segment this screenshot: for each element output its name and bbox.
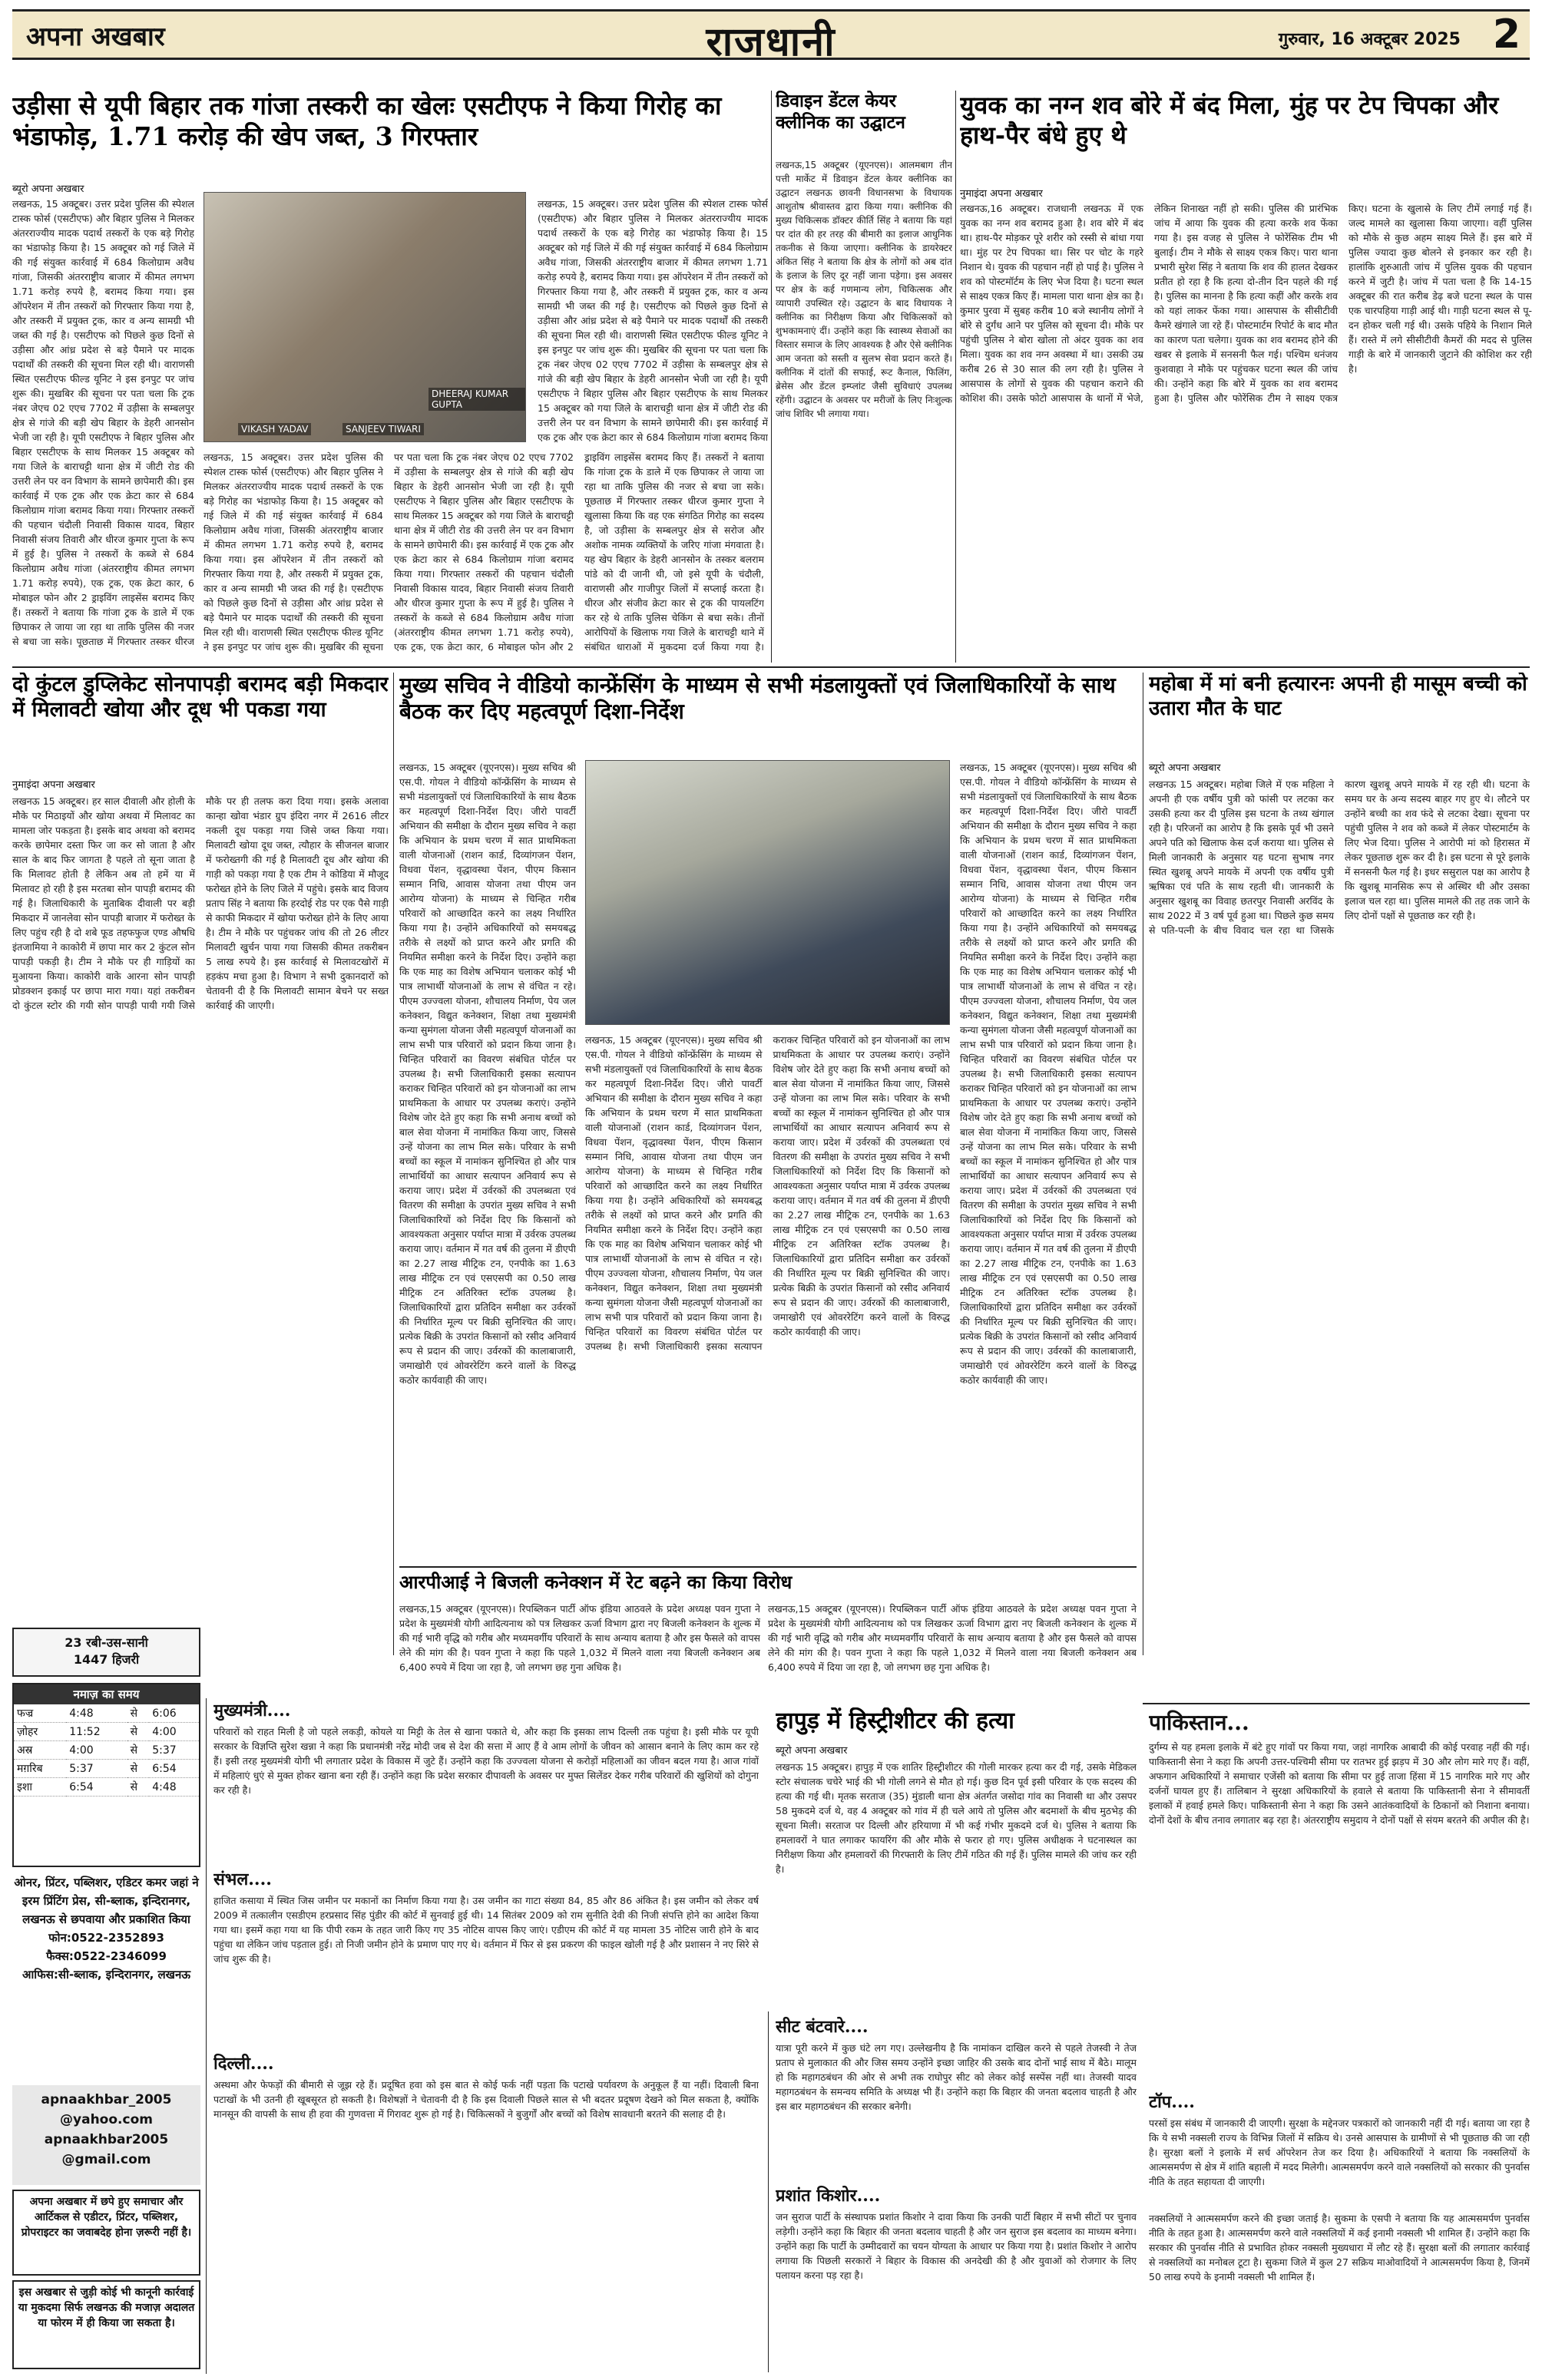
byline: नुमाइंदा अपना अखबार [960,188,1043,200]
masthead-brand: अपना अखबार [26,21,165,52]
hijri-date-box [12,1628,200,1677]
article-body: लखनऊ,15 अक्टूबर (यूएनएस)। रिपब्लिकन पार्टी ऑफ इंडिया आठवले के प्रदेश अध्यक्ष पवन गुप्ता ने प्रदेश के मुख्यमंत्री योगी आदित्यनाथ को पत्र लिखकर ऊर्जा विभाग द्वारा नए बिजली कनेक्शन के शुल्क में की गई भारी वृद्धि को गरीब और मध्यमवर्गीय परिवारों के साथ अन्याय बताया है और इस फैसले को वापस लेने की मांग की है। पवन गुप्ता ने कहा कि पहले 1,032 में मिलने वाला नया बिजली कनेक्शन अब 6,400 रुपये में दिया जा रहा है, जो लगभग छह गुना अधिक है। [768,1603,1137,1673]
article-body: नक्सलियों ने आत्मसमर्पण करने की इच्छा जताई है। सुकमा के एसपी ने बताया कि यह आत्मसमर्पण पुनर्वास नीति के तहत हुआ है। आत्मसमर्पण करने वाले नक्सलियों में कई इनामी नक्सली भी शामिल हैं। उन्होंने कहा कि सरकार की पुनर्वास नीति से प्रभावित होकर नक्सली मुख्यधारा में लौट रहे हैं। सुरक्षा बलों की लगातार कार्रवाई से नक्सलियों का मनोबल टूटा है। सुकमा जिले में कुल 27 सक्रिय माओवादियों ने आत्मसमर्पण किया है, जिनमें 50 लाख रुपये के इनामी नक्सली भी शामिल हैं। [1149,2213,1530,2282]
namaz-row: फज्र 4:48 से 6:06 [14,1704,199,1723]
namaz-row: मग़रिब 5:37 से 6:54 [14,1760,199,1778]
headline-body-found-in-sack: युवक का नग्न शव बोरे में बंद मिला, मुंह पर टेप चिपका और हाथ-पैर बंधे हुए थे [960,91,1499,150]
headline-delhi: दिल्ली.... [213,2054,274,2074]
article-body: अस्थमा और फेफड़ों की बीमारी से जूझ रहे हैं। प्रदूषित हवा को इस बात से कोई फर्क नहीं पड़ता कि पटाखे पर्यावरण के अनुकूल हैं या नहीं। दिवाली बिना पटाखों के भी उतनी ही खूबसूरत हो सकती है। विशेषज्ञों ने चेतावनी दी है कि इस दिवाली पिछले साल से भी बदतर प्रदूषण देखने को मिल सकता है, क्योंकि मानसून की वापसी के साथ ही हवा की गुणवत्ता में गिरावट शुरू हो गई है। चिकित्सकों ने बुजुर्गों और बच्चों को विशेष सावधानी बरतने की सलाह दी है। [213,2079,759,2120]
headline-rpi-protest: आरपीआई ने बिजली कनेक्शन में रेट बढ़ने का किया विरोध [399,1571,793,1593]
namaz-row: ज़ोहर 11:52 से 4:00 [14,1723,199,1741]
column-divider [206,1698,207,2374]
hijri-year: 1447 हिजरी [73,1652,140,1667]
article-body: लखनऊ, 15 अक्टूबर (यूएनएस)। मुख्य सचिव श्री एस.पी. गोयल ने वीडियो कॉन्फ्रेंसिंग के माध्यम से सभी मंडलायुक्तों एवं जिलाधिकारियों के साथ बैठक कर महत्वपूर्ण दिशा-निर्देश दिए। जीरो पावर्टी अभियान की समीक्षा के दौरान मुख्य सचिव ने कहा कि अभियान के प्रथम चरण में सात प्राथमिकता वाली योजनाओं (राशन कार्ड, दिव्यांगजन पेंशन, विधवा पेंशन, वृद्धावस्था पेंशन, पीएम किसान सम्मान निधि, आवास योजना तथा पीएम जन आरोग्य योजना) के माध्यम से चिन्हित गरीब परिवारों को आच्छादित करने का लक्ष्य निर्धारित किया गया है। उन्होंने अधिकारियों को समयबद्ध तरीके से लक्ष्यों को प्राप्त करने और प्रगति की नियमित समीक्षा करने के निर्देश दिए। उन्होंने कहा कि एक माह का विशेष अभियान चलाकर कोई भी पात्र लाभार्थी योजनाओं के लाभ से वंचित न रहे। पीएम उज्ज्वला योजना, शौचालय निर्माण, पेय जल कनेक्शन, विद्युत कनेक्शन, शिक्षा तथा मुख्यमंत्री कन्या सुमंगला योजना जैसी महत्वपूर्ण योजनाओं का लाभ सभी पात्र परिवारों को प्रदान किया जाना है। चिन्हित परिवारों का विवरण संबंधित पोर्टल पर उपलब्ध है। सभी जिलाधिकारी इसका सत्यापन कराकर चिन्हित परिवारों को इन योजनाओं का लाभ प्राथमिकता के आधार पर उपलब्ध कराएं। उन्होंने विशेष जोर देते हुए कहा कि सभी अनाथ बच्चों को बाल सेवा योजना में नामांकित किया जाए, जिससे उन्हें योजना का लाभ मिल सके। परिवार के सभी बच्चों का स्कूल में नामांकन सुनिश्चित हो और पात्र लाभार्थियों का आधार सत्यापन अनिवार्य रूप से कराया जाए। प्रदेश में उर्वरकों की उपलब्धता एवं वितरण की समीक्षा के उपरांत मुख्य सचिव ने सभी जिलाधिकारियों को निर्देश दिए कि किसानों को आवश्यकता अनुसार पर्याप्त मात्रा में उर्वरक उपलब्ध कराया जाए। वर्तमान में गत वर्ष की तुलना में डीएपी का 2.27 लाख मीट्रिक टन, एनपीके का 1.63 लाख मीट्रिक टन एवं एसएसपी का 0.50 लाख मीट्रिक टन अतिरिक्त स्टॉक उपलब्ध है। जिलाधिकारियों द्वारा प्रतिदिन समीक्षा कर उर्वरकों की निर्धारित मूल्य पर बिक्री सुनिश्चित की जाए। प्रत्येक बिक्री के उपरांत किसानों को रसीद अनिवार्य रूप से प्रदान की जाए। उर्वरकों की कालाबाजारी, जमाखोरी एवं ओवररेटिंग करने वालों के विरुद्ध कठोर कार्यवाही की जाए। [399,762,576,1386]
byline: ब्यूरो अपना अखबार [776,1745,848,1757]
headline-dental-clinic: डिवाइन डेंटल केयर क्लीनिक का उद्घाटन [776,91,905,134]
headline-ganja-smuggling: उड़ीसा से यूपी बिहार तक गांजा तस्करी का खेलः एसटीएफ ने किया गिरोह का भंडाफोड़, 1.71 करोड़ की खेप जब्त, 3 गिरफ्तार [12,91,722,152]
headline-pakistan: पाकिस्तान... [1149,1710,1249,1735]
article-body: लखनऊ, 15 अक्टूबर। उत्तर प्रदेश पुलिस की स्पेशल टास्क फोर्स (एसटीएफ) और बिहार पुलिस ने मिलकर अंतरराज्यीय मादक पदार्थ तस्करों के एक बड़े गिरोह का भंडाफोड़ किया है। 15 अक्टूबर को गई जिले में की गई संयुक्त कार्रवाई में 684 किलोग्राम अवैध गांजा, जिसकी अंतरराष्ट्रीय बाजार में कीमत लगभग 1.71 करोड़ रुपये है, बरामद किया गया। इस ऑपरेशन में तीन तस्करों को गिरफ्तार किया गया है, और तस्करी में प्रयुक्त ट्रक, कार व अन्य सामग्री भी जब्त की गई है। एसटीएफ को पिछले कुछ दिनों से उड़ीसा और आंध्र प्रदेश से बड़े पैमाने पर मादक पदार्थों की तस्करी की सूचना मिल रही थी। वाराणसी स्थित एसटीएफ फील्ड यूनिट ने इस इनपुट पर जांच शुरू की। मुखबिर की सूचना पर पता चला कि ट्रक नंबर जेएच 02 एएच 7702 में उड़ीसा के सम्बलपुर क्षेत्र से गांजे की बड़ी खेप बिहार के डेहरी आनसोन भेजी जा रही है। यूपी एसटीएफ ने बिहार पुलिस और बिहार एसटीएफ के साथ मिलकर 15 अक्टूबर को गया जिले के बाराचट्टी थाना क्षेत्र में जीटी रोड की उत्तरी लेन पर वन विभाग के सामने छापेमारी की। इस कार्रवाई में एक ट्रक और एक क्रेटा कार से 684 किलोग्राम गांजा बरामद किया [538,198,768,442]
hijri-date: 23 रबी-उस-सानी [65,1635,148,1650]
article-body: लखनऊ 15 अक्टूबर। महोबा जिले में एक महिला ने अपनी ही एक वर्षीय पुत्री को फांसी पर लटका कर उसकी हत्या कर दी पुलिस इस घटना के तथ्य खंगाल रही है। परिजनों का आरोप है कि इसके पूर्व भी उसने अपने पति को खिलाफ केस दर्ज कराया था। पुलिस से मिली जानकारी के अनुसार यह घटना सुभाष नगर स्थित खुशबू अपने मायके में अपनी एक वर्षीय पुत्री ऋषिका एवं पति के साथ रहती थी। जानकारी के अनुसार खुशबू का विवाह छतरपुर निवासी अरविंद के साथ 2022 में 3 वर्ष पूर्व हुआ था। पिछले कुछ समय से पति-पत्नी के बीच विवाद चल रहा था जिसके कारण खुशबू अपने मायके में रह रही थी। घटना के समय घर के अन्य सदस्य बाहर गए हुए थे। लौटने पर उन्होंने बच्ची का शव फंदे से लटका देखा। सूचना पर पहुंची पुलिस ने शव को कब्जे में लेकर पोस्टमार्टम के लिए भेज दिया। पुलिस ने आरोपी मां को हिरासत में लेकर पूछताछ शुरू कर दी है। इस घटना से पूरे इलाके में सनसनी फैल गई है। इधर ससुराल पक्ष का आरोप है कि खुशबू मानसिक रूप से अस्थिर थी और उसका इलाज चल रहा था। पुलिस मामले की तह तक जाने के लिए दोनों पक्षों से पूछताछ कर रही है। [1149,778,1530,936]
article-body: परसों इस संबंध में जानकारी दी जाएगी। सुरक्षा के मद्देनजर पत्रकारों को जानकारी नहीं दी गई। बताया जा रहा है कि ये सभी नक्सली राज्य के विभिन्न जिलों में सक्रिय थे। उनसे आसपास के ग्रामीणों से भी पूछताछ की जा रही है। सुरक्षा बलों ने इलाके में सर्च ऑपरेशन तेज कर दिया है। अधिकारियों ने बताया कि नक्सलियों के आत्मसमर्पण से क्षेत्र में शांति बहाली में मदद मिलेगी। आत्मसमर्पण करने वाले नक्सलियों को सरकार की पुनर्वास नीति के तहत सहायता दी जाएगी। [1149,2117,1530,2187]
photo-video-conference [585,760,950,1025]
section-divider [399,1566,1137,1568]
article-body: लखनऊ, 15 अक्टूबर (यूएनएस)। मुख्य सचिव श्री एस.पी. गोयल ने वीडियो कॉन्फ्रेंसिंग के माध्यम से सभी मंडलायुक्तों एवं जिलाधिकारियों के साथ बैठक कर महत्वपूर्ण दिशा-निर्देश दिए। जीरो पावर्टी अभियान की समीक्षा के दौरान मुख्य सचिव ने कहा कि अभियान के प्रथम चरण में सात प्राथमिकता वाली योजनाओं (राशन कार्ड, दिव्यांगजन पेंशन, विधवा पेंशन, वृद्धावस्था पेंशन, पीएम किसान सम्मान निधि, आवास योजना तथा पीएम जन आरोग्य योजना) के माध्यम से चिन्हित गरीब परिवारों को आच्छादित करने का लक्ष्य निर्धारित किया गया है। उन्होंने अधिकारियों को समयबद्ध तरीके से लक्ष्यों को प्राप्त करने और प्रगति की नियमित समीक्षा करने के निर्देश दिए। उन्होंने कहा कि एक माह का विशेष अभियान चलाकर कोई भी पात्र लाभार्थी योजनाओं के लाभ से वंचित न रहे। पीएम उज्ज्वला योजना, शौचालय निर्माण, पेय जल कनेक्शन, विद्युत कनेक्शन, शिक्षा तथा मुख्यमंत्री कन्या सुमंगला योजना जैसी महत्वपूर्ण योजनाओं का लाभ सभी पात्र परिवारों को प्रदान किया जाना है। चिन्हित परिवारों का विवरण संबंधित पोर्टल पर उपलब्ध है। सभी जिलाधिकारी इसका सत्यापन कराकर चिन्हित परिवारों को इन योजनाओं का लाभ प्राथमिकता के आधार पर उपलब्ध कराएं। उन्होंने विशेष जोर देते हुए कहा कि सभी अनाथ बच्चों को बाल सेवा योजना में नामांकित किया जाए, जिससे उन्हें योजना का लाभ मिल सके। परिवार के सभी बच्चों का स्कूल में नामांकन सुनिश्चित हो और पात्र लाभार्थियों का आधार सत्यापन अनिवार्य रूप से कराया जाए। प्रदेश में उर्वरकों की उपलब्धता एवं वितरण की समीक्षा के उपरांत मुख्य सचिव ने सभी जिलाधिकारियों को निर्देश दिए कि किसानों को आवश्यकता अनुसार पर्याप्त मात्रा में उर्वरक उपलब्ध कराया जाए। वर्तमान में गत वर्ष की तुलना में डीएपी का 2.27 लाख मीट्रिक टन, एनपीके का 1.63 लाख मीट्रिक टन एवं एसएसपी का 0.50 लाख मीट्रिक टन अतिरिक्त स्टॉक उपलब्ध है। जिलाधिकारियों द्वारा प्रतिदिन समीक्षा कर उर्वरकों की निर्धारित मूल्य पर बिक्री सुनिश्चित की जाए। प्रत्येक बिक्री के उपरांत किसानों को रसीद अनिवार्य रूप से प्रदान की जाए। उर्वरकों की कालाबाजारी, जमाखोरी एवं ओवररेटिंग करने वालों के विरुद्ध कठोर कार्यवाही की जाए। [960,762,1137,1386]
imprint-phone: फोन:0522-2352893 [48,1931,164,1945]
article-body: लखनऊ, 15 अक्टूबर। उत्तर प्रदेश पुलिस की स्पेशल टास्क फोर्स (एसटीएफ) और बिहार पुलिस ने मिलकर अंतरराज्यीय मादक पदार्थ तस्करों के एक बड़े गिरोह का भंडाफोड़ किया है। 15 अक्टूबर को गई जिले में की गई संयुक्त कार्रवाई में 684 किलोग्राम अवैध गांजा, जिसकी अंतरराष्ट्रीय बाजार में कीमत लगभग 1.71 करोड़ रुपये है, बरामद किया गया। इस ऑपरेशन में तीन तस्करों को गिरफ्तार किया गया है, और तस्करी में प्रयुक्त ट्रक, कार व अन्य सामग्री भी जब्त की गई है। एसटीएफ को पिछले कुछ दिनों से उड़ीसा और आंध्र प्रदेश से बड़े पैमाने पर मादक पदार्थों की तस्करी की सूचना मिल रही थी। वाराणसी स्थित एसटीएफ फील्ड यूनिट ने इस इनपुट पर जांच शुरू की। मुखबिर की सूचना पर पता चला कि ट्रक नंबर जेएच 02 एएच 7702 में उड़ीसा के सम्बलपुर क्षेत्र से गांजे की बड़ी खेप बिहार के डेहरी आनसोन भेजी जा रही है। यूपी एसटीएफ ने बिहार पुलिस और बिहार एसटीएफ के साथ मिलकर 15 अक्टूबर को गया जिले के बाराचट्टी थाना क्षेत्र में जीटी रोड की उत्तरी लेन पर वन विभाग के सामने छापेमारी की। इस कार्रवाई में एक ट्रक और एक क्रेटा कार से 684 किलोग्राम गांजा बरामद किया गया। गिरफ्तार तस्करों की पहचान चंदौली निवासी विकास यादव, बिहार निवासी संजय तिवारी और धीरज कुमार गुप्ता के रूप में हुई है। पुलिस ने तस्करों के कब्जे से 684 किलोग्राम अवैध गांजा (अंतरराष्ट्रीय कीमत लगभग 1.71 करोड़ रुपये), एक ट्रक, एक क्रेटा कार, 6 मोबाइल फोन और 2 ड्राइविंग लाइसेंस बरामद किए हैं। तस्करों ने बताया कि गांजा ट्रक के डाले में एक छिपाकर ले जाया जा रहा था ताकि पुलिस की नजर से बचा जा सके। पूछताछ में गिरफ्तार तस्कर धीरज कुमार गुप्ता ने खुलासा किया कि वह एक संगठित गिरोह का सदस्य है, जो उड़ीसा के सम्बलपुर क्षेत्र से सरोज और अशोक नामक व्यक्तियों के जरिए गांजा मंगवाता है। यह खेप बिहार के डेहरी आनसोन के तस्कर बलराम पांडे को दी जानी थी, जो इसे यूपी के चंदौली, वाराणसी और गाजीपुर जिलों में सप्लाई करता है। धीरज और संजीव क्रेटा कार से ट्रक की पायलटिंग कर रहे थे ताकि पुलिस चेकिंग से बचा सके। तीनों आरोपियों के खिलाफ गया जिले के बाराचट्टी थाने में संबंधित धाराओं में मुकदमा दर्ज किया गया है। [204,451,764,653]
article-body: लखनऊ, 15 अक्टूबर। उत्तर प्रदेश पुलिस की स्पेशल टास्क फोर्स (एसटीएफ) और बिहार पुलिस ने मिलकर अंतरराज्यीय मादक पदार्थ तस्करों के एक बड़े गिरोह का भंडाफोड़ किया है। 15 अक्टूबर को गई जिले में की गई संयुक्त कार्रवाई में 684 किलोग्राम अवैध गांजा, जिसकी अंतरराष्ट्रीय बाजार में कीमत लगभग 1.71 करोड़ रुपये है, बरामद किया गया। इस ऑपरेशन में तीन तस्करों को गिरफ्तार किया गया है, और तस्करी में प्रयुक्त ट्रक, कार व अन्य सामग्री भी जब्त की गई है। एसटीएफ को पिछले कुछ दिनों से उड़ीसा और आंध्र प्रदेश से बड़े पैमाने पर मादक पदार्थों की तस्करी की सूचना मिल रही थी। वाराणसी स्थित एसटीएफ फील्ड यूनिट ने इस इनपुट पर जांच शुरू की। मुखबिर की सूचना पर पता चला कि ट्रक नंबर जेएच 02 एएच 7702 में उड़ीसा के सम्बलपुर क्षेत्र से गांजे की बड़ी खेप बिहार के डेहरी आनसोन भेजी जा रही है। यूपी एसटीएफ ने बिहार पुलिस और बिहार एसटीएफ के साथ मिलकर 15 अक्टूबर को गया जिले के बाराचट्टी थाना क्षेत्र में जीटी रोड की उत्तरी लेन पर वन विभाग के सामने छापेमारी की। इस कार्रवाई में एक ट्रक और एक क्रेटा कार से 684 किलोग्राम गांजा बरामद किया गया। गिरफ्तार तस्करों की पहचान चंदौली निवासी विकास यादव, बिहार निवासी संजय तिवारी और धीरज कुमार गुप्ता के रूप में हुई है। पुलिस ने तस्करों के कब्जे से 684 किलोग्राम अवैध गांजा (अंतरराष्ट्रीय कीमत लगभग 1.71 करोड़ रुपये), एक ट्रक, एक क्रेटा कार, 6 मोबाइल फोन और 2 ड्राइविंग लाइसेंस बरामद किए हैं। तस्करों ने बताया कि गांजा ट्रक के डाले में एक छिपाकर ले जाया जा रहा था ताकि पुलिस की नजर से बचा जा सके। पूछताछ में गिरफ्तार तस्कर धीरज [12,198,194,647]
photo-arrested-smugglers [204,192,526,442]
email-box [12,2085,200,2185]
article-body: लखनऊ 15 अक्टूबर। हापुड़ में एक शातिर हिस्ट्रीशीटर की गोली मारकर हत्या कर दी गई, उसके मेडिकल स्टोर संचालक चचेरे भाई की भी गोली लगने से मौत हो गई। कुछ दिन पूर्व इसी परिवार के एक सदस्य की हत्या की गई थी। मृतक सरताज (35) मुंडाली थाना क्षेत्र अंतर्गत जसोदा गांव का निवासी था और उसपर 58 मुकदमे दर्ज थे, वह 4 अक्टूबर को गांव में ही चले आये तो पुलिस और बदमाशों के बीच मुठभेड़ की सूचना मिली। सरताज पर दिल्ली और हरियाणा में भी कई गंभीर मुकदमे दर्ज थे। पुलिस ने बताया कि हमलावरों ने घात लगाकर फायरिंग की और मौके से फरार हो गए। पुलिस अधीक्षक ने घटनास्थल का निरीक्षण किया और हमलावरों की गिरफ्तारी के लिए टीमें गठित की गई हैं। पुलिस मामले की जांच कर रही है। [776,1761,1137,1875]
disclaimer-notice: अपना अखबार में छपे हुए समाचार और आर्टिकल से एडीटर, प्रिंटर, पब्लिशर, प्रोपराइटर का जवाबदेह होना ज़रूरी नहीं है। [12,2190,200,2276]
namaz-row: इशा 6:54 से 4:48 [14,1778,199,1797]
article-body: लखनऊ, 15 अक्टूबर (यूएनएस)। मुख्य सचिव श्री एस.पी. गोयल ने वीडियो कॉन्फ्रेंसिंग के माध्यम से सभी मंडलायुक्तों एवं जिलाधिकारियों के साथ बैठक कर महत्वपूर्ण दिशा-निर्देश दिए। जीरो पावर्टी अभियान की समीक्षा के दौरान मुख्य सचिव ने कहा कि अभियान के प्रथम चरण में सात प्राथमिकता वाली योजनाओं (राशन कार्ड, दिव्यांगजन पेंशन, विधवा पेंशन, वृद्धावस्था पेंशन, पीएम किसान सम्मान निधि, आवास योजना तथा पीएम जन आरोग्य योजना) के माध्यम से चिन्हित गरीब परिवारों को आच्छादित करने का लक्ष्य निर्धारित किया गया है। उन्होंने अधिकारियों को समयबद्ध तरीके से लक्ष्यों को प्राप्त करने और प्रगति की नियमित समीक्षा करने के निर्देश दिए। उन्होंने कहा कि एक माह का विशेष अभियान चलाकर कोई भी पात्र लाभार्थी योजनाओं के लाभ से वंचित न रहे। पीएम उज्ज्वला योजना, शौचालय निर्माण, पेय जल कनेक्शन, विद्युत कनेक्शन, शिक्षा तथा मुख्यमंत्री कन्या सुमंगला योजना जैसी महत्वपूर्ण योजनाओं का लाभ सभी पात्र परिवारों को प्रदान किया जाना है। चिन्हित परिवारों का विवरण संबंधित पोर्टल पर उपलब्ध है। सभी जिलाधिकारी इसका सत्यापन कराकर चिन्हित परिवारों को इन योजनाओं का लाभ प्राथमिकता के आधार पर उपलब्ध कराएं। उन्होंने विशेष जोर देते हुए कहा कि सभी अनाथ बच्चों को बाल सेवा योजना में नामांकित किया जाए, जिससे उन्हें योजना का लाभ मिल सके। परिवार के सभी बच्चों का स्कूल में नामांकन सुनिश्चित हो और पात्र लाभार्थियों का आधार सत्यापन अनिवार्य रूप से कराया जाए। प्रदेश में उर्वरकों की उपलब्धता एवं वितरण की समीक्षा के उपरांत मुख्य सचिव ने सभी जिलाधिकारियों को निर्देश दिए कि किसानों को आवश्यकता अनुसार पर्याप्त मात्रा में उर्वरक उपलब्ध कराया जाए। वर्तमान में गत वर्ष की तुलना में डीएपी का 2.27 लाख मीट्रिक टन, एनपीके का 1.63 लाख मीट्रिक टन एवं एसएसपी का 0.50 लाख मीट्रिक टन अतिरिक्त स्टॉक उपलब्ध है। जिलाधिकारियों द्वारा प्रतिदिन समीक्षा कर उर्वरकों की निर्धारित मूल्य पर बिक्री सुनिश्चित की जाए। प्रत्येक बिक्री के उपरांत किसानों को रसीद अनिवार्य रूप से प्रदान की जाए। उर्वरकों की कालाबाजारी, जमाखोरी एवं ओवररेटिंग करने वालों के विरुद्ध कठोर कार्यवाही की जाए। [585,1034,950,1352]
email-text: @yahoo.com [60,2112,153,2127]
column-divider [771,91,772,663]
photo-caption: VIKASH YADAV [238,423,311,435]
imprint-address: आफिस:सी-ब्लाक, इन्दिरानगर, लखनऊ [22,1968,191,1982]
article-body: दुर्गम्य से यह हमला इलाके में बंटे हुए गांवों पर किया गया, जहां नागरिक आबादी की कोई परवाह नहीं की गई। पाकिस्तानी सेना ने कहा कि अपनी उत्तर-पश्चिमी सीमा पर रातभर हुई झड़प में 30 और लोग मारे गए हैं। वहीं, अफगान अधिकारियों ने समाचार एजेंसी को बताया कि सीमा पर हुई ताजा हिंसा में 15 नागरिक मारे गए और दर्जनों घायल हुए हैं। तालिबान ने सुरक्षा अधिकारियों के हवाले से बताया कि पाकिस्तानी सेना ने सीमावर्ती इलाकों में हवाई हमले किए। पाकिस्तानी सेना ने कहा कि उसने आतंकवादियों के ठिकानों को निशाना बनाया। दोनों देशों के बीच तनाव लगातार बढ़ रहा है। अंतरराष्ट्रीय समुदाय ने दोनों पक्षों से संयम बरतने की अपील की है। [1149,1741,1530,1826]
article-body: जन सुराज पार्टी के संस्थापक प्रशांत किशोर ने दावा किया कि उनकी पार्टी बिहार में सभी सीटों पर चुनाव लड़ेगी। उन्होंने कहा कि बिहार की जनता बदलाव चाहती है और जन सुराज इस बदलाव का माध्यम बनेगा। उन्होंने कहा कि पार्टी के उम्मीदवारों का चयन योग्यता के आधार पर किया गया है। प्रशांत किशोर ने आरोप लगाया कि पिछली सरकारों ने बिहार के विकास की अनदेखी की है और युवाओं को रोजगार के लिए पलायन करना पड़ रहा है। [776,2211,1137,2281]
jurisdiction-notice: इस अखबार से जुड़ी कोई भी कानूनी कार्रवाई या मुकदमा सिर्फ लखनऊ की मजाज़ अदालत या फोरम में ही किया जा सकता है। [12,2280,200,2369]
column-divider [393,673,394,1655]
article-body: लखनऊ,15 अक्टूबर (यूएनएस)। रिपब्लिकन पार्टी ऑफ इंडिया आठवले के प्रदेश अध्यक्ष पवन गुप्ता ने प्रदेश के मुख्यमंत्री योगी आदित्यनाथ को पत्र लिखकर ऊर्जा विभाग द्वारा नए बिजली कनेक्शन के शुल्क में की गई भारी वृद्धि को गरीब और मध्यमवर्गीय परिवारों के साथ अन्याय बताया है और इस फैसले को वापस लेने की मांग की है। पवन गुप्ता ने कहा कि पहले 1,032 में मिलने वाला नया बिजली कनेक्शन अब 6,400 रुपये में दिया जा रहा है, जो लगभग छह गुना अधिक है। [399,1603,760,1673]
headline-chief-secretary-meeting: मुख्य सचिव ने वीडियो कान्फ्रेंसिंग के माध्यम से सभी मंडलायुक्तों एवं जिलाधिकारियों के साथ बैठक कर दिए महत्वपूर्ण दिशा-निर्देश [399,673,1116,725]
namaz-title: नमाज़ का समय [14,1684,199,1704]
page-number: 2 [1492,12,1520,58]
headline-seat-sharing: सीट बंटवारे.... [776,2017,869,2037]
byline: ब्यूरो अपना अखबार [12,183,84,195]
email-text: apnaakhbar2005 [44,2132,169,2147]
headline-mahoba-mother: महोबा में मां बनी हत्यारनः अपनी ही मासूम बच्ची को उतारा मौत के घाट [1149,673,1527,720]
column-divider [955,91,956,663]
headline-fake-soan-papdi: दो कुंटल डुप्लिकेट सोनपापड़ी बरामद बड़ी मिकदार में मिलावटी खोया और दूध भी पकडा गया [12,673,389,722]
article-body: हाजित कसाया में स्थित जिस जमीन पर मकानों का निर्माण किया गया है। उस जमीन का गाटा संख्या 84, 85 और 86 अंकित है। इस जमीन को लेकर वर्ष 2009 में तत्कालीन एसडीएम हरप्रसाद सिंह पुंडीर की कोर्ट में सुनवाई हुई थी। 14 सितंबर 2009 को राम सुनीति देवी की निजी संपत्ति होने का आदेश किया गया था। इसमें कहा गया था कि पीपी रकम के तहत जारी किए गए 35 नोटिस वापस किए जाएं। एडीएम की कोर्ट में यह मामला 35 नोटिस जारी होने के बाद पहुंचा था लेकिन जांच पड़ताल हुई। तो निजी जमीन होने के प्रमाण पाए गए थे। वर्तमान में फिर से इस प्रकरण की फाइल खोली गई है और प्रशासन ने नए सिरे से जांच शुरू की है। [213,1895,759,1965]
imprint-fax: फैक्स:0522-2346099 [46,1949,167,1963]
headline-prashant-kishor: प्रशांत किशोर.... [776,2186,881,2206]
masthead-date: गुरुवार, 16 अक्टूबर 2025 [1278,30,1461,49]
namaz-timings [12,1683,200,1867]
column-divider [768,2011,769,2372]
imprint-text: ओनर, प्रिंटर, पब्लिशर, एडिटर कमर जहां ने इरम प्रिंटिंग प्रेस, सी-ब्लाक, इन्दिरानगर, लखनऊ से छपवाया और प्रकाशित किया [14,1876,199,1926]
photo-caption: SANJEEV TIWARI [342,423,424,435]
masthead-section-title: राजधानी [706,18,836,60]
article-body: लखनऊ,16 अक्टूबर। राजधानी लखनऊ में एक युवक का नग्न शव बरामद हुआ है। शव बोरे में बंद था। हाथ-पैर मोड़कर पूरे शरीर को रस्सी से बांधा गया था। मुंह पर टेप चिपका था। सिर पर चोट के गहरे निशान थे। युवक की पहचान नहीं हो पाई है। पुलिस ने शव को पोस्टमॉर्टम के लिए भेज दिया है। घटना स्थल से साक्ष्य एकत्र किए हैं। मामला पारा थाना क्षेत्र का है। कुमार पुरवा में सुबह करीब 10 बजे स्थानीय लोगों ने बोरे से दुर्गंध आने पर पुलिस को सूचना दी। मौके पर पहुंची पुलिस ने बोरा खोला तो अंदर युवक का शव मिला। युवक का शव नग्न अवस्था में था। उसकी उम्र करीब 26 से 30 साल की लग रही है। पुलिस ने आसपास के लोगों से युवक की पहचान कराने की कोशिश की। उसके फोटो आसपास के थानों में भेजे, लेकिन शिनाख्त नहीं हो सकी। पुलिस की प्रारंभिक जांच में आया कि युवक की हत्या करके शव फेंका गया है। इस वजह से पुलिस ने फोरेंसिक टीम भी बुलाई। टीम ने मौके से साक्ष्य एकत्र किए। पारा थाना प्रभारी सुरेश सिंह ने बताया कि शव की हालत देखकर प्रतीत हो रहा है कि हत्या दो-तीन दिन पहले की गई है। पुलिस का मानना है कि हत्या कहीं और करके शव को यहां लाकर फेंका गया। आसपास के सीसीटीवी कैमरे खंगाले जा रहे हैं। पोस्टमार्टम रिपोर्ट के बाद मौत का कारण पता चलेगा। युवक का शव बरामद होने की खबर से इलाके में सनसनी फैल गई। पश्चिम धनंजय कुशवाहा ने मौके पर पहुंचकर घटना स्थल की जांच की। उन्होंने कहा कि बोरे में युवक का शव बरामद हुआ है। पुलिस और फोरेंसिक टीम ने साक्ष्य एकत्र किए। घटना के खुलासे के लिए टीमें लगाई गई हैं। जल्द मामले का खुलासा किया जाएगा। वहीं पुलिस को मौके से कुछ अहम साक्ष्य मिले हैं। इस बारे में पुलिस ज्यादा कुछ बोलने से इनकार कर रही है। हालांकि शुरुआती जांच में पुलिस युवक की पहचान करने में जुटी है। जांच में पता चला है कि 14-15 अक्टूबर की रात करीब डेढ़ बजे घटना स्थल के पास एक चारपहिया गाड़ी आई थी। गाड़ी घटना स्थल से पू-दन होकर चली गई थी। उसके पहिये के निशान मिले हैं। रास्ते में लगे सीसीटीवी कैमरों की मदद से पुलिस गाड़ी के बारे में जानकारी जुटाने की कोशिश कर रही है। [960,203,1532,404]
article-body: लखनऊ,15 अक्टूबर (यूएनएस)। आलमबाग तीन पत्ती मार्केट में डिवाइन डेंटल केयर क्लीनिक का उद्घाटन लखनऊ छावनी विधानसभा के विधायक आशुतोष श्रीवास्तव द्वारा किया गया। क्लीनिक की मुख्य चिकित्सक डॉक्टर कीर्ति सिंह ने बताया कि यहां पर दांत की हर तरह की बीमारी का इलाज आधुनिक तकनीक से किया जाएगा। क्लीनिक के डायरेक्टर अंकित सिंह ने बताया कि क्षेत्र के लोगों को अब दांत के इलाज के लिए दूर नहीं जाना पड़ेगा। इस अवसर पर क्षेत्र के कई गणमान्य लोग, चिकित्सक और व्यापारी उपस्थित रहे। उद्घाटन के बाद विधायक ने क्लीनिक का निरीक्षण किया और चिकित्सकों को शुभकामनाएं दीं। उन्होंने कहा कि स्वास्थ्य सेवाओं का विस्तार समाज के लिए आवश्यक है और ऐसे क्लीनिक आम जनता को सस्ती व सुलभ सेवा प्रदान करते हैं। क्लीनिक में दांतों की सफाई, रूट कैनाल, फिलिंग, ब्रेसेस और डेंटल इम्प्लांट जैसी सुविधाएं उपलब्ध रहेंगी। उद्घाटन के अवसर पर मरीजों के लिए निःशुल्क जांच शिविर भी लगाया गया। [776,160,952,419]
headline-hapur-murder: हापुड़ में हिस्ट्रीशीटर की हत्या [776,1707,1014,1734]
email-text: @gmail.com [61,2152,151,2167]
headline-top: टॉप.... [1149,2092,1195,2112]
section-divider [1143,1703,1530,1704]
imprint-box [12,1873,200,2081]
namaz-table [14,1704,199,1797]
article-body: लखनऊ 15 अक्टूबर। हर साल दीवाली और होली के मौके पर मिठाइयों और खोया अथवा में मिलावट का मामला जोर पकड़ता है। इसके बाद अथवा को बरामद करके छापेमार दस्ता फिर जा कर सो जाता है और साल के बाद फिर जागता है पहले तो सूना जाता है कि मिलावट होती है लेकिन अब तो हमें या में मिलावट हो रही है इस मरतबा सोन पापड़ी बरामद की गई है। जिलाधिकारी के मुताबिक दीवाली पर बड़ी मिकदार में जानलेवा सोन पापड़ी बाजार में फरोख्त के लिए पहुंच रही है दो शबे फूड तहफफुज एण्ड औषधि इंतजामिया ने काकोरी में छापा मार कर 2 कुंटल सोन पापड़ी पकड़ी है। टीम ने मौके पर ही गाड़ियों का मुआयना किया। काकोरी वाके आरना सोन पापड़ी प्रोडक्शन इकाई पर छापा मारा गया। यहां तकरीबन दो कुंटल स्टोर की गयी सोन पापड़ी पायी गयी जिसे मौके पर ही तलफ करा दिया गया। इसके अलावा कान्हा खोवा भंडार ग्रुप इंदिरा नगर में 2616 लीटर नकली दूध पकड़ा गया जिसे जब्त किया गया। मिलावटी खोया दूध जब्त, त्यौहार के सीजनल बाजार में फरोख्तगी की गई है मिलावटी दूध और खोया की गाड़ी को पकड़ा गया है एक टीम ने कोडिया में मौजूद फरोख्त होने के लिए जिले में पहुंचे। इसके बाद विजय प्रताप सिंह ने बताया कि हरदोई रोड पर एक पैसे गाड़ी से काफी मिकदार में खोया फरोख्त होने के लिए आया है। टीम ने मौके पर पहुंचकर जांच की तो 26 लीटर मिलावटी खुर्चन पाया गया जिसकी कीमत तकरीबन 5 लाख रुपये है। इस कार्रवाई से मिलावटखोरों में हड़कंप मचा हुआ है। विभाग ने सभी दुकानदारों को चेतावनी दी है कि मिलावटी सामान बेचने पर सख्त कार्रवाई की जाएगी। [12,795,389,1011]
article-body: यात्रा पूरी करने में कुछ घंटे लग गए। उल्लेखनीय है कि नामांकन दाखिल करने से पहले तेजस्वी ने तेज प्रताप से मुलाकात की और जिस समय उन्होंने इच्छा जाहिर की उसके बाद दोनों भाई साथ में बैठे। मालूम हो कि महागठबंधन की ओर से अभी तक राघोपुर सीट को लेकर कोई सस्पेंस नहीं था। तेजस्वी यादव महागठबंधन के समन्वय समिति के अध्यक्ष भी हैं। उन्होंने कहा कि बिहार की जनता बदलाव चाहती है और इस बार महागठबंधन की सरकार बनेगी। [776,2042,1137,2112]
headline-chief-minister: मुख्यमंत्री.... [213,1701,291,1721]
masthead [12,9,1530,60]
namaz-row: अस्र 4:00 से 5:37 [14,1741,199,1760]
byline: ब्यूरो अपना अखबार [1149,762,1221,774]
byline: नुमाइंदा अपना अखबार [12,779,95,791]
photo-caption: DHEERAJ KUMAR GUPTA [429,388,525,411]
section-divider [12,666,1530,668]
headline-sambhal: संभल.... [213,1869,272,1889]
email-text: apnaakhbar_2005 [41,2092,172,2107]
article-body: परिवारों को राहत मिली है जो पहले लकड़ी, कोयले या मिट्टी के तेल से खाना पकाते थे, और कहा कि इसका लाभ दिल्ली तक पहुंचा है। इसी मौके पर यूपी सरकार के विज्ञप्ति सुरेश खन्ना ने कहा कि प्रधानमंत्री नरेंद्र मोदी जब से देश की सत्ता में आए हैं वे आम लोगों के जीवन को आसान बनाने के लिए काम कर रहे हैं। इसी तरह मुख्यमंत्री योगी भी लगातार प्रदेश के विकास में जुटे हैं। उन्होंने कहा कि उज्ज्वला योजना से करोड़ों महिलाओं का जीवन बदल गया है। आज गांवों में महिलाएं धुएं से मुक्त होकर खाना बना रही हैं। उन्होंने कहा कि प्रदेश सरकार दीपावली के अवसर पर मुफ्त सिलेंडर देकर गरीब परिवारों की खुशियों को दोगुना कर रही है। [213,1726,759,1796]
